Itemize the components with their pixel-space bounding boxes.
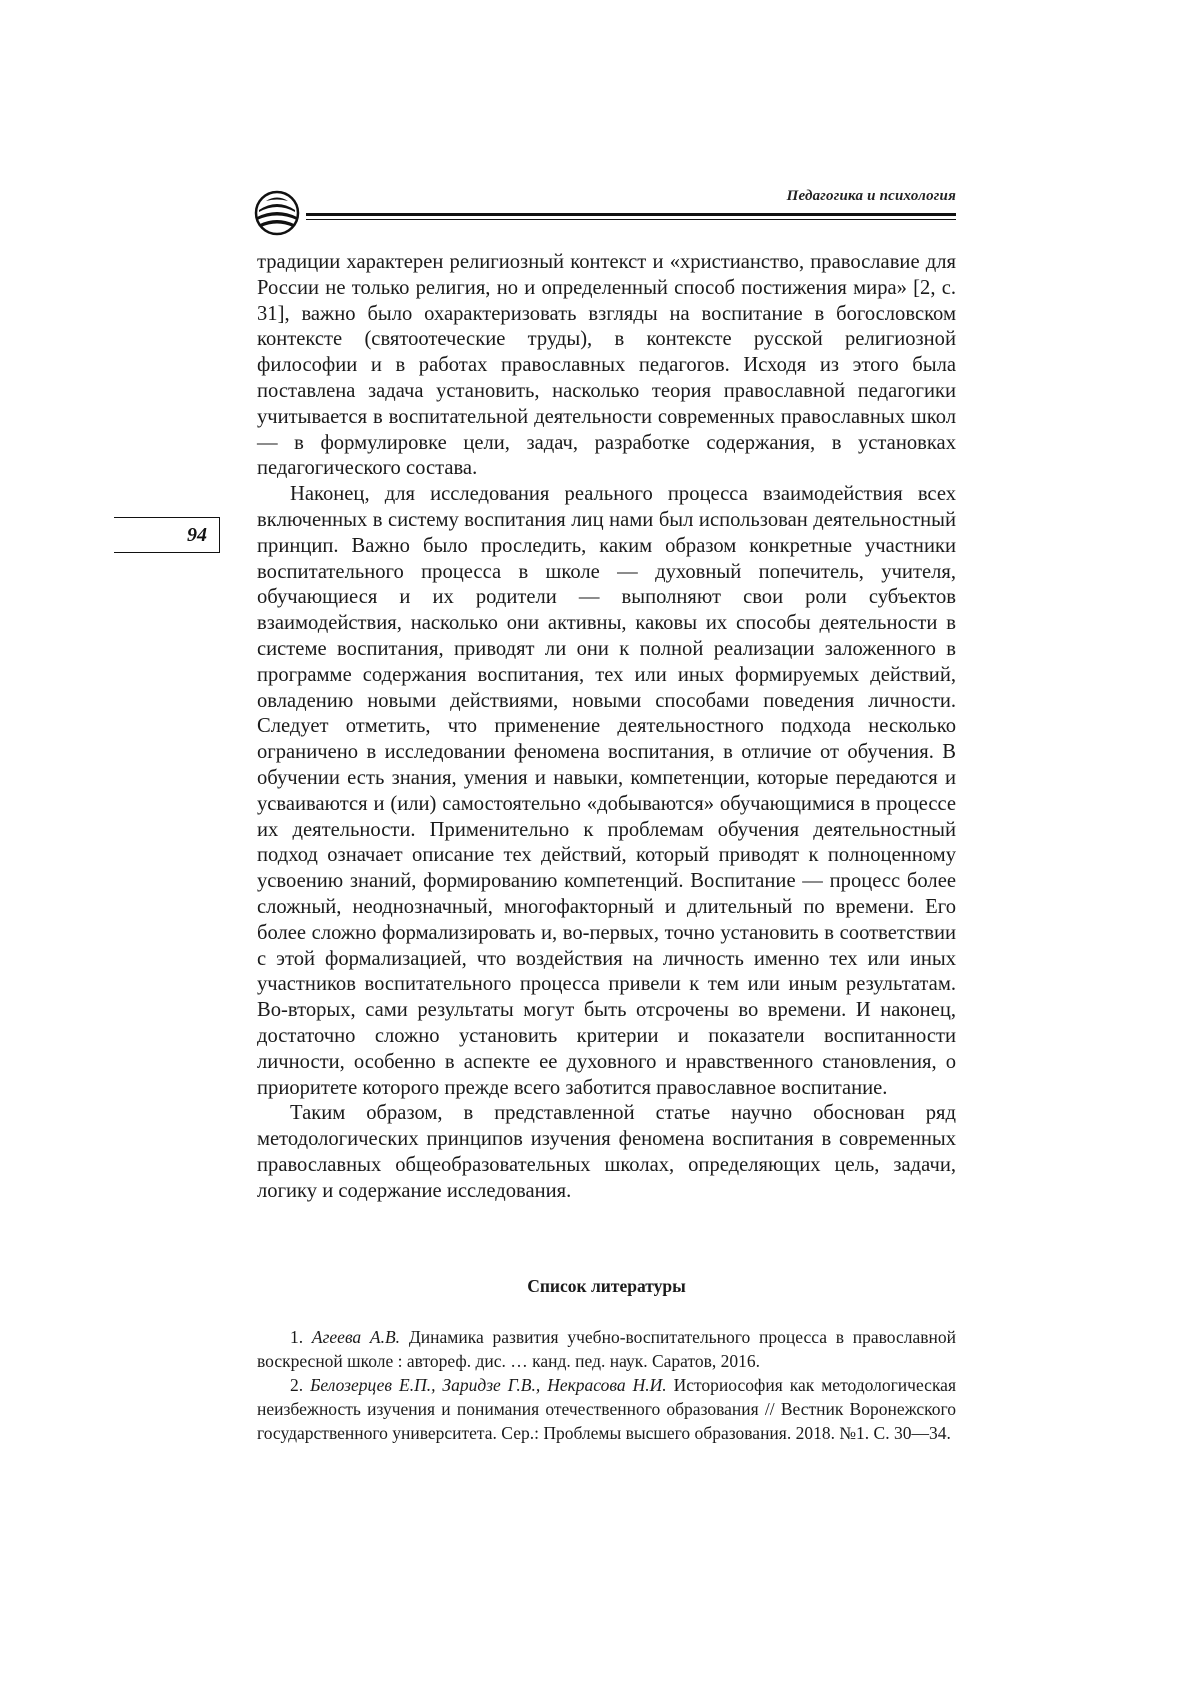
- article-body: [257, 250, 956, 1204]
- paragraph-3: Таким образом, в представленной статье научно обоснован ряд методологических принципов изучения феномена воспитания в современных православных общеобразовательных школах, определяющих цель, задачи, логику и содержание исследования.: [257, 1102, 956, 1202]
- header-rule-thin: [306, 219, 956, 220]
- reference-item-1: [257, 1325, 956, 1373]
- references-list: [257, 1325, 956, 1445]
- reference-number: 2.: [290, 1375, 304, 1395]
- paragraph-2: Наконец, для исследования реального процесса взаимодействия всех включенных в систему воспитания лиц нами был использован деятельностный принцип. Важно было проследить, каким образом конкретные участники воспитательного процесса в школе — духовный попечитель, учителя, обучающиеся и их родители — выполняют свои роли субъектов взаимодействия, насколько они активны, каковы их способы деятельности в системе воспитания, приводят ли они к полной реализации заложенного в программе содержания воспитания, тех или иных формируемых действий, овладению новыми действиями, новыми способами поведения личности. Следует отметить, что применение деятельностного подхода несколько ограничено в исследовании феномена воспитания, в отличие от обучения. В обучении есть знания, умения и навыки, компетенции, которые передаются и усваиваются и (или) самостоятельно «добываются» обучающимися в процессе их деятельности. Применительно к проблемам обучения деятельностный подход означает описание тех действий, который приводят к полноценному усвоению знаний, формированию компетенций. Воспитание — процесс более сложный, неоднозначный, многофакторный и длительный по времени. Его более сложно формализировать и, во-первых, точно установить в соответствии с этой формализацией, что воздействия на личность именно тех или иных участников воспитательного процесса привели к тем или иным результатам. Во-вторых, сами результаты могут быть отсрочены во времени. И наконец, достаточно сложно установить критерии и показатели воспитанности личности, особенно в аспекте ее духовного и нравственного становления, о приоритете которого прежде всего заботится православное воспитание.: [257, 483, 956, 1099]
- running-header: [254, 186, 956, 236]
- journal-logo-icon: [254, 190, 300, 236]
- page-number-tab: [114, 517, 220, 553]
- paragraph-1: традиции характерен религиозный контекст и «христианство, православие для России не только религия, но и определенный способ постижения мира» [2, с. 31], важно было охарактеризовать взгляды на воспитание в богословском контексте (святоотеческие труды), в контексте русской религиозной философии и в работах православных педагогов. Исходя из этого была поставлена задача установить, насколько теория православной педагогики учитывается в воспитательной деятельности современных православных школ — в формулировке цели, задач, разработке содержания, в установках педагогического состава.: [257, 251, 956, 480]
- references-title: Список литературы: [527, 1276, 686, 1296]
- reference-authors: Агеева А.В.: [311, 1327, 401, 1347]
- reference-number: 1.: [290, 1327, 304, 1347]
- reference-authors: Белозерцев Е.П., Заридзе Г.В., Некрасова Н.И.: [310, 1375, 667, 1395]
- header-rule-thick: [306, 213, 956, 216]
- reference-text: Динамика развития учебно-воспитательного процесса в православной воскресной школе : автореф. дис. … канд. пед. наук. Саратов, 2016.: [257, 1327, 956, 1371]
- reference-item-2: [257, 1373, 956, 1445]
- page-number: 94: [187, 524, 207, 546]
- section-title: Педагогика и психология: [786, 188, 956, 204]
- reference-text: Историософия как методологическая неизбежность изучения и понимания отечественного образования // Вестник Воронежского государственного университета. Сер.: Проблемы высшего образования. 2018. №1. С. 30—34.: [257, 1375, 957, 1443]
